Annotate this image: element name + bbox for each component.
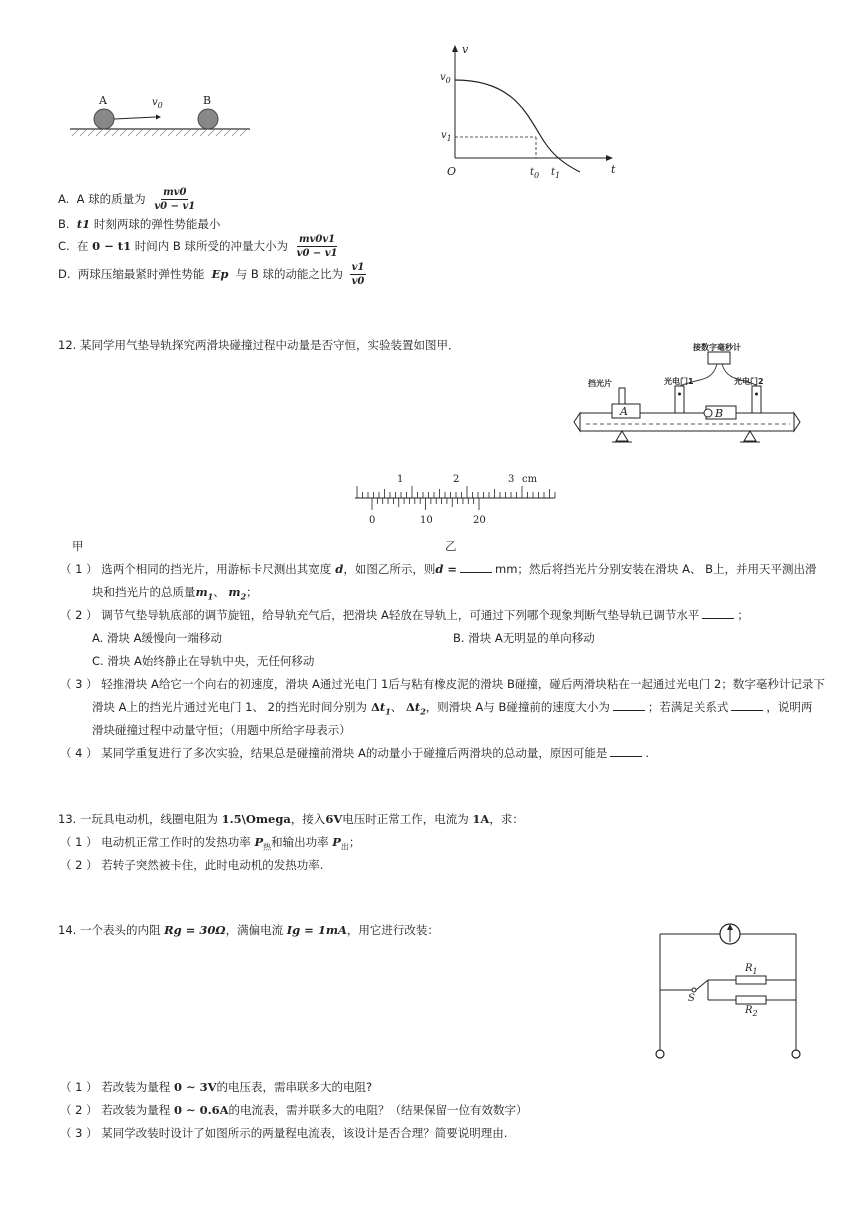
q12-part3-line1: （ 3 ） 轻推滑块 A给它一个向右的初速度，滑块 A通过光电门 1后与粘有橡皮泥的滑块 B碰撞，碰后两滑块粘在一起通过光电门 2；数字毫秒计记录下 bbox=[60, 677, 825, 691]
air-track-apparatus bbox=[572, 338, 804, 453]
option-d: D. 两球压缩最紧时弹性势能 Ep 与 B 球的动能之比为 $\frac{v1}{v0}$ bbox=[58, 262, 365, 287]
axis-t-label: t bbox=[611, 163, 616, 176]
balls-figure bbox=[60, 85, 260, 145]
graph-v1-label: $v_1$ bbox=[441, 130, 452, 143]
q14-part3: （ 3 ） 某同学改装时设计了如图所示的两量程电流表，该设计是否合理？简要说明理由. bbox=[60, 1126, 508, 1140]
r1-label: $R_1$ bbox=[745, 963, 758, 976]
switch-label: S bbox=[688, 993, 695, 1004]
q13-part2: （ 2 ） 若转子突然被卡住，此时电动机的发热功率. bbox=[60, 858, 324, 872]
option-c: C. 在 0 − t1 时间内 B 球所受的冲量大小为 $\frac{mv0v1}{v0 - v1}$ bbox=[58, 234, 338, 259]
ball-b-label: B bbox=[203, 94, 212, 107]
q12-part3-line3: 滑块碰撞过程中动量守恒；（用题中所给字母表示） bbox=[92, 723, 351, 737]
gate1-label: 光电门1 bbox=[664, 377, 694, 386]
shade-label: 挡光片 bbox=[588, 379, 612, 388]
q13-part1: （ 1 ） 电动机正常工作时的发热功率 $P_热$和输出功率 $P_出$； bbox=[60, 835, 361, 852]
q14-part1: （ 1 ） 若改装为量程 0 ∼ 3V的电压表，需串联多大的电阻? bbox=[60, 1080, 373, 1094]
block-a-label: A bbox=[620, 405, 628, 418]
q12-part2-option-b: B. 滑块 A无明显的单向移动 bbox=[453, 631, 595, 645]
timer-label: 接数字毫秒计 bbox=[693, 343, 741, 352]
q14-part2: （ 2 ） 若改装为量程 0 ∼ 0.6A的电流表，需并联多大的电阻？（结果保留一位有效数字） bbox=[60, 1103, 528, 1117]
q14-stem: 14. 一个表头的内阻 Rg = 30Ω，满偏电流 Ig = 1mA，用它进行改装： bbox=[58, 923, 439, 937]
q12-part2-option-a: A. 滑块 A缓慢向一端移动 bbox=[92, 631, 222, 645]
ball-b bbox=[198, 109, 218, 129]
graph-t0-label: $t_0$ bbox=[530, 167, 540, 180]
graph-v0-label: $v_0$ bbox=[440, 72, 451, 85]
velocity-time-graph bbox=[430, 40, 630, 185]
main-label-2: 2 bbox=[453, 474, 460, 485]
q12-part2-option-c: C. 滑块 A始终静止在导轨中央，无任何移动 bbox=[92, 654, 315, 668]
figure-jia-label: 甲 bbox=[72, 539, 84, 553]
q12-part1-line1: （ 1 ） 选两个相同的挡光片，用游标卡尺测出其宽度 d，如图乙所示，则d = mm；然后将挡光片分别安装在滑块 A、 B上，并用天平测出滑 bbox=[60, 562, 817, 576]
r2-label: $R_2$ bbox=[745, 1005, 758, 1018]
axis-v-label: v bbox=[462, 43, 469, 56]
gate2-label: 光电门2 bbox=[734, 377, 764, 386]
q13-stem: 13. 一玩具电动机，线圈电阻为 1.5\Omega，接入6V电压时正常工作，电流为 1A，求： bbox=[58, 812, 524, 826]
q12-part3-line2: 滑块 A上的挡光片通过光电门 1、 2的挡光时间分别为 $\Delta t_1$、 $\Delta t_2$，则滑块 A与 B碰撞前的速度大小为 ；若满足关系式 ，说明两 bbox=[92, 700, 813, 717]
ball-a bbox=[94, 109, 114, 129]
ball-a-label: A bbox=[99, 94, 107, 107]
block-b-label: B bbox=[715, 407, 724, 420]
v0-label: $v_0$ bbox=[152, 97, 163, 110]
vernier-label-0: 0 bbox=[369, 515, 376, 526]
q12-stem: 12. 某同学用气垫导轨探究两滑块碰撞过程中动量是否守恒，实验装置如图甲． bbox=[58, 338, 460, 352]
q12-part4: （ 4 ） 某同学重复进行了多次实验，结果总是碰撞前滑块 A的动量小于碰撞后两滑块的总动量，原因可能是 . bbox=[60, 746, 649, 760]
figure-yi-label: 乙 bbox=[445, 539, 457, 553]
option-b: B. t1 时刻两球的弹性势能最小 bbox=[58, 217, 221, 231]
graph-t1-label: $t_1$ bbox=[551, 167, 561, 180]
main-label-1: 1 bbox=[397, 474, 404, 485]
q12-part2: （ 2 ） 调节气垫导轨底部的调节旋钮，给导轨充气后，把滑块 A轻放在导轨上，可通过下列哪个现象判断气垫导轨已调节水平 ； bbox=[60, 608, 749, 622]
option-a: A. A 球的质量为 $\frac{mv0}{v0 - v1}$ bbox=[58, 187, 196, 212]
unit-label: cm bbox=[522, 474, 538, 485]
q12-part1-line2: 块和挡光片的总质量$m_1$、 $m_2$； bbox=[92, 585, 258, 602]
origin-label: O bbox=[447, 165, 457, 178]
vernier-label-10: 10 bbox=[420, 515, 433, 526]
vernier-label-20: 20 bbox=[473, 515, 486, 526]
circuit-diagram bbox=[648, 920, 808, 1065]
main-label-3: 3 bbox=[508, 474, 515, 485]
